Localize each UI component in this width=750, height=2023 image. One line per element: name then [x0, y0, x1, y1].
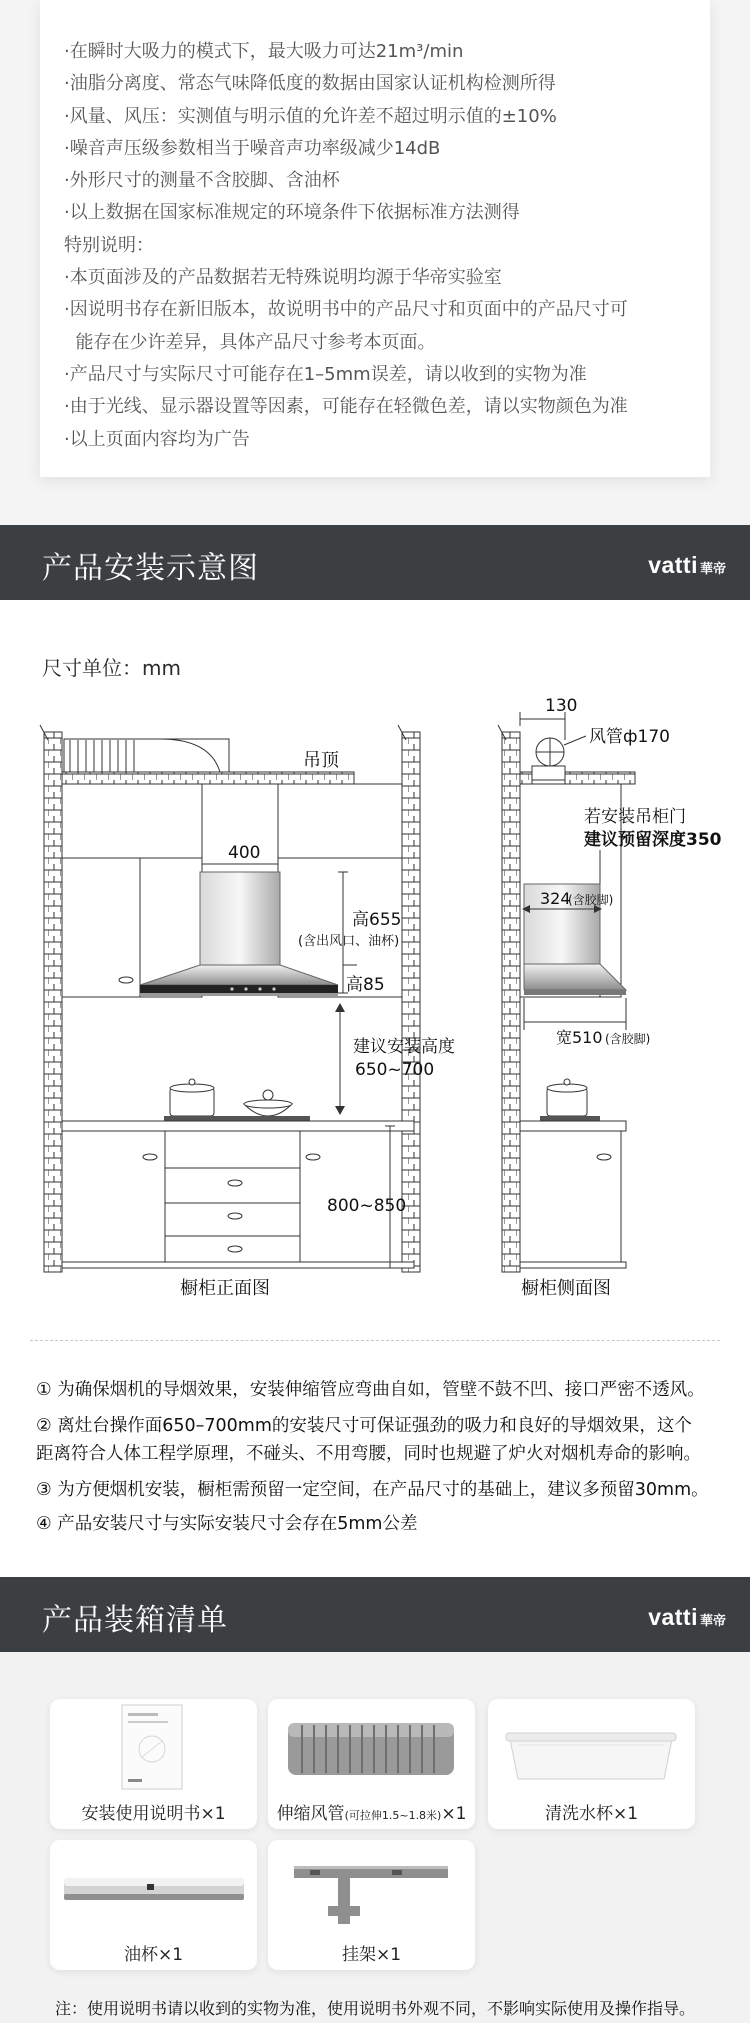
duct-hose-icon: [268, 1699, 475, 1799]
note-line: ·因说明书存在新旧版本，故说明书中的产品尺寸和页面中的产品尺寸可: [64, 299, 628, 321]
packing-section-header: [0, 1577, 750, 1652]
depth-324-note: (含胶脚): [568, 893, 614, 907]
height-655-note: (含出风口、油杯): [298, 934, 400, 949]
note-line: ·由于光线、显示器设置等因素，可能存在轻微色差，请以实物颜色为准: [64, 396, 628, 418]
manual-icon: [50, 1699, 257, 1799]
cabinet-depth-label: 建议预留深度350: [584, 830, 722, 850]
special-note-heading: 特别说明：: [64, 234, 154, 256]
ceiling-label: 吊顶: [303, 750, 339, 771]
duct-label: 风管ф170: [589, 727, 670, 747]
install-tip-2-continued: 距离符合人体工程学原理，不碰头、不用弯腰，同时也规避了炉火对烟机寿命的影响。: [36, 1444, 701, 1464]
bracket-icon: [268, 1840, 475, 1940]
divider: [30, 1340, 720, 1341]
brand-chinese: 華帝: [699, 1614, 726, 1629]
note-line: ·噪音声压级参数相当于噪音声功率级减少14dB: [64, 137, 441, 159]
ceiling-duct: [64, 739, 229, 772]
note-line: ·在瞬时大吸力的模式下，最大吸力可达21m³/min: [64, 41, 464, 62]
front-view: [40, 725, 455, 1299]
depth-324-label: 324: [540, 889, 571, 908]
suggest-height-range: 650~700: [355, 1060, 435, 1080]
cabinet-door-label: 若安装吊柜门: [584, 807, 686, 827]
note-line: 能存在少许差异，具体产品尺寸参考本页面。: [64, 331, 436, 353]
note-line: ·以上页面内容均为广告: [64, 428, 250, 450]
pack-item-bracket: [268, 1840, 475, 1970]
pack-item-label: 清洗水杯×1: [544, 1804, 639, 1824]
install-tip-3: ③ 为方便烟机安装，橱柜需预留一定空间，在产品尺寸的基础上，建议多预留30mm。: [36, 1480, 709, 1500]
brand-wordmark: vatti: [648, 552, 698, 578]
note-line: ·本页面涉及的产品数据若无特殊说明均源于华帝实验室: [64, 267, 502, 289]
note-line: ·油脂分离度、常态气味降低度的数据由国家认证机构检测所得: [64, 73, 556, 95]
side-130-label: 130: [545, 696, 578, 716]
pack-item-label: 油杯×1: [123, 1945, 184, 1965]
pack-item-oil-cup: [50, 1840, 257, 1970]
unit-label: 尺寸单位：mm: [42, 656, 181, 680]
suggest-height-label: 建议安装高度: [353, 1037, 455, 1057]
height-655-label: 高655: [352, 910, 402, 930]
install-section-title: 产品安装示意图: [42, 551, 259, 586]
pack-item-label-count: ×1: [441, 1804, 467, 1824]
pack-item-label-main: 伸缩风管: [276, 1804, 345, 1824]
pack-item-label-note: (可拉伸1.5~1.8米): [344, 1809, 442, 1822]
height-85-label: 高85: [346, 975, 385, 995]
pack-item-water-cup: [488, 1699, 695, 1829]
brand-logo: [648, 1604, 726, 1631]
side-view: [498, 696, 722, 1299]
front-view-caption: 橱柜正面图: [180, 1278, 270, 1299]
note-line: ·以上数据在国家标准规定的环境条件下依据标准方法测得: [64, 202, 520, 224]
water-cup-icon: [488, 1699, 695, 1799]
install-tip-2: ② 离灶台操作面650–700mm的安装尺寸可保证强劲的吸力和良好的导烟效果，这个: [36, 1416, 692, 1436]
brand-chinese: 華帝: [699, 562, 726, 577]
installation-diagram: [0, 690, 750, 1320]
note-line: ·产品尺寸与实际尺寸可能存在1–5mm误差，请以收到的实物为准: [64, 363, 587, 385]
install-tip-1: ① 为确保烟机的导烟效果，安装伸缩管应弯曲自如，管壁不鼓不凹、接口严密不透风。: [36, 1380, 705, 1400]
pack-item-label: [268, 1799, 475, 1824]
pack-item-duct: [268, 1699, 475, 1829]
notes-section: [0, 0, 750, 525]
install-section-header: [0, 525, 750, 600]
counter-height-label: 800~850: [327, 1196, 407, 1216]
width-510-label: 宽510: [556, 1028, 603, 1047]
brand-logo: [648, 552, 726, 579]
width-510-note: (含胶脚): [605, 1032, 651, 1046]
packing-section-title: 产品装箱清单: [42, 1603, 228, 1638]
install-tip-4: ④ 产品安装尺寸与实际安装尺寸会存在5mm公差: [36, 1514, 418, 1534]
pack-item-label: 挂架×1: [341, 1945, 402, 1965]
packing-list: [0, 1652, 750, 2023]
pack-item-manual: [50, 1699, 257, 1829]
note-line: ·风量、风压：实测值与明示值的允许差不超过明示值的±10%: [64, 105, 557, 127]
width-400-label: 400: [228, 843, 261, 863]
oil-cup-icon: [50, 1840, 257, 1940]
pack-item-label: 安装使用说明书×1: [81, 1804, 226, 1824]
packing-note: 注：使用说明书请以收到的实物为准，使用说明书外观不同，不影响实际使用及操作指导。: [54, 1999, 695, 2018]
notes-card: [40, 0, 710, 477]
brand-wordmark: vatti: [648, 1604, 698, 1630]
side-view-caption: 橱柜侧面图: [521, 1278, 611, 1299]
cookware-front: [164, 1079, 310, 1121]
note-line: ·外形尺寸的测量不含胶脚、含油杯: [64, 170, 340, 192]
